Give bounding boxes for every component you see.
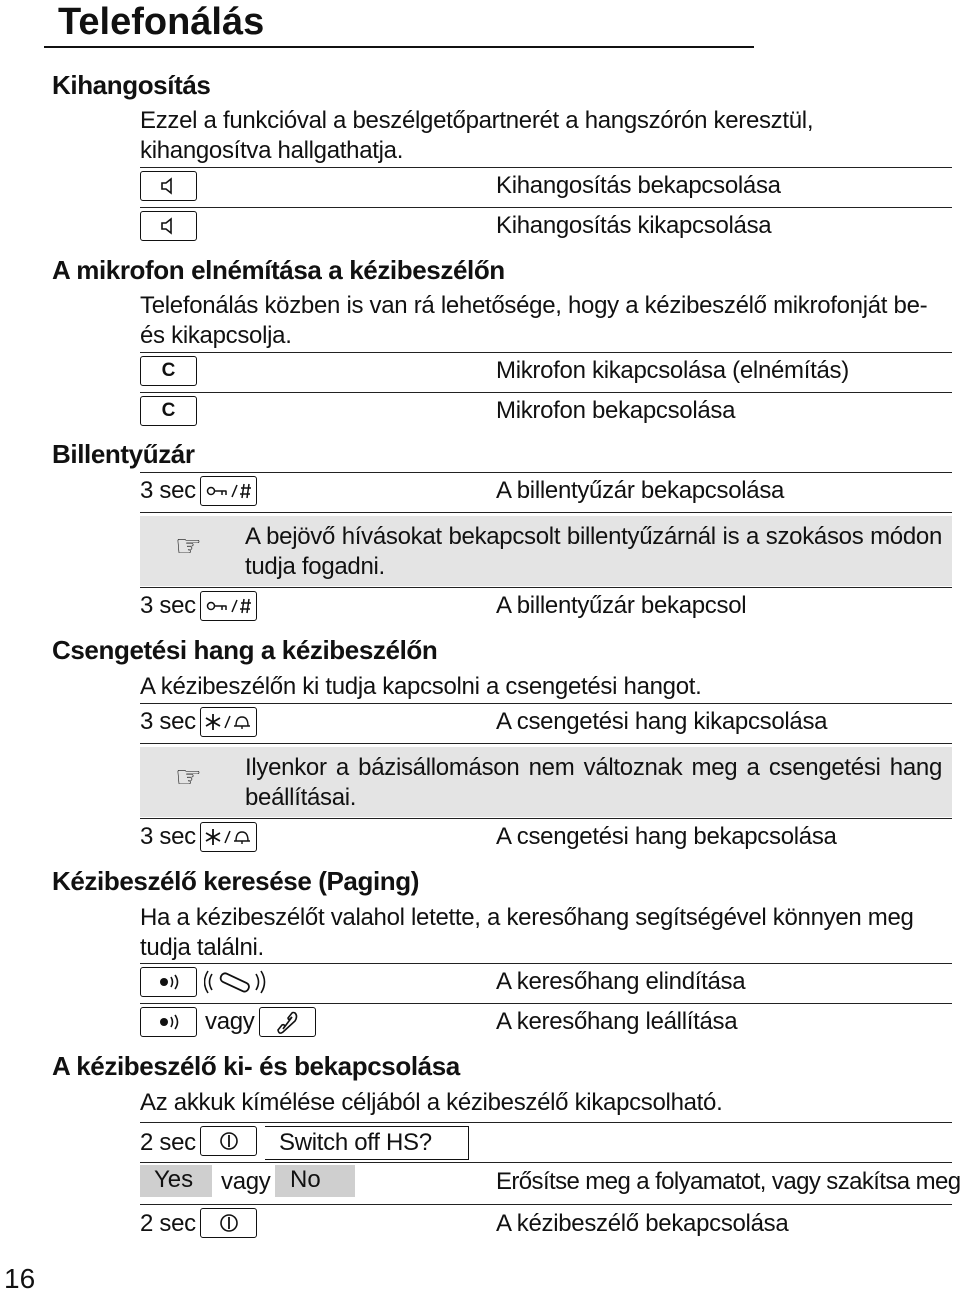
speaker-icon: [159, 176, 179, 196]
divider: [140, 587, 952, 588]
paging-text: Ha a kézibeszélőt valahol letette, a keresőhang segítségével könnyen meg tudja találni.: [140, 904, 914, 961]
speaker-key: [140, 211, 197, 241]
hash-key: [200, 476, 257, 506]
hash-key: [200, 591, 257, 621]
power-text: Az akkuk kímélése céljából a kézibeszélő kikapcsolható.: [140, 1089, 723, 1116]
power-prefix: 2 sec: [140, 1129, 196, 1156]
mute-row-desc: Mikrofon kikapcsolása (elnémítás): [496, 357, 849, 384]
ringer-row-desc: A csengetési hang kikapcsolása: [496, 708, 828, 735]
paging-row-desc: A keresőhang elindítása: [496, 968, 746, 995]
paging-row-desc: A keresőhang leállítása: [496, 1008, 738, 1035]
page-title: Telefonálás: [58, 1, 265, 43]
power-icon: [218, 1130, 240, 1152]
ringer-text: A kézibeszélőn ki tudja kapcsolni a csengetési hangot.: [140, 673, 702, 700]
page-icon: [154, 1012, 184, 1032]
c-key: C: [140, 396, 197, 426]
no-label: No: [290, 1166, 321, 1193]
power-key: [200, 1208, 257, 1238]
star-key: [200, 822, 257, 852]
or-label: vagy: [221, 1168, 271, 1195]
divider: [140, 512, 952, 513]
power-prefix: 2 sec: [140, 1210, 196, 1237]
divider: [140, 743, 952, 744]
section-heading-paging: Kézibeszélő keresése (Paging): [52, 866, 419, 896]
keylock-prefix: 3 sec: [140, 477, 196, 504]
divider: [140, 352, 952, 353]
talk-icon: [274, 1010, 302, 1034]
keylock-row-desc: A billentyűzár bekapcsol: [496, 592, 747, 619]
divider: [140, 1204, 952, 1205]
star-key: [200, 707, 257, 737]
section-heading-speaker: Kihangosítás: [52, 70, 211, 100]
keylock-note: A bejövő hívásokat bekapcsolt billentyűzárnál is a szokásos módon tudja fogadni.: [245, 523, 942, 580]
power-key: [200, 1126, 257, 1156]
yes-label: Yes: [154, 1166, 194, 1193]
no-softkey[interactable]: [275, 1165, 355, 1197]
talk-key: [259, 1007, 316, 1037]
speaker-key: [140, 171, 197, 201]
power-row-desc: A kézibeszélő bekapcsolása: [496, 1210, 789, 1237]
speaker-text: Ezzel a funkcióval a beszélgetőpartnerét a hangszórón keresztül, kihangosítva hallgathatja.: [140, 107, 814, 164]
power-icon: [218, 1212, 240, 1234]
star-bell-icon: [205, 826, 253, 848]
keylock-prefix: 3 sec: [140, 592, 196, 619]
ringer-prefix: 3 sec: [140, 823, 196, 850]
page-key: [140, 1007, 197, 1037]
divider: [140, 207, 952, 208]
section-heading-mute: A mikrofon elnémítása a kézibeszélőn: [52, 255, 505, 285]
or-label: vagy: [205, 1008, 255, 1035]
page-number: 16: [4, 1263, 36, 1294]
section-heading-keylock: Billentyűzár: [52, 439, 195, 469]
mute-text: Telefonálás közben is van rá lehetősége, hogy a kézibeszélő mikrofonját be- és kikapcsolja.: [140, 292, 928, 349]
title-rule: [44, 46, 754, 48]
section-heading-power: A kézibeszélő ki- és bekapcsolása: [52, 1051, 460, 1081]
speaker-row-desc: Kihangosítás kikapcsolása: [496, 212, 772, 239]
ringer-row-desc: A csengetési hang bekapcsolása: [496, 823, 837, 850]
ringer-prefix: 3 sec: [140, 708, 196, 735]
divider: [140, 167, 952, 168]
c-key: C: [140, 356, 197, 386]
power-row-desc: Erősítse meg a folyamatot, vagy szakítsa meg: [496, 1168, 960, 1195]
speaker-row-desc: Kihangosítás bekapcsolása: [496, 172, 781, 199]
divider: [140, 1003, 952, 1004]
divider: [140, 472, 952, 473]
divider: [140, 963, 952, 964]
ringer-note: Ilyenkor a bázisállomáson nem változnak meg a csengetési hang beállításai.: [245, 754, 942, 811]
speaker-icon: [159, 216, 179, 236]
hand-pointer-icon: ☞: [175, 761, 202, 794]
key-hash-icon: [205, 595, 253, 617]
yes-softkey[interactable]: [140, 1165, 212, 1197]
key-hash-icon: [205, 480, 253, 502]
mute-row-desc: Mikrofon bekapcsolása: [496, 397, 736, 424]
divider: [140, 392, 952, 393]
section-heading-ringer: Csengetési hang a kézibeszélőn: [52, 635, 438, 665]
divider: [140, 1122, 952, 1123]
star-bell-icon: [205, 711, 253, 733]
keylock-row-desc: A billentyűzár bekapcsolása: [496, 477, 785, 504]
divider: [140, 818, 952, 819]
hand-pointer-icon: ☞: [175, 530, 202, 563]
page-icon: [154, 972, 184, 992]
page-key: [140, 967, 197, 997]
display-text: Switch off HS?: [279, 1129, 432, 1156]
divider: [140, 703, 952, 704]
divider: [140, 1162, 952, 1163]
paging-handset-icon: [204, 967, 270, 997]
